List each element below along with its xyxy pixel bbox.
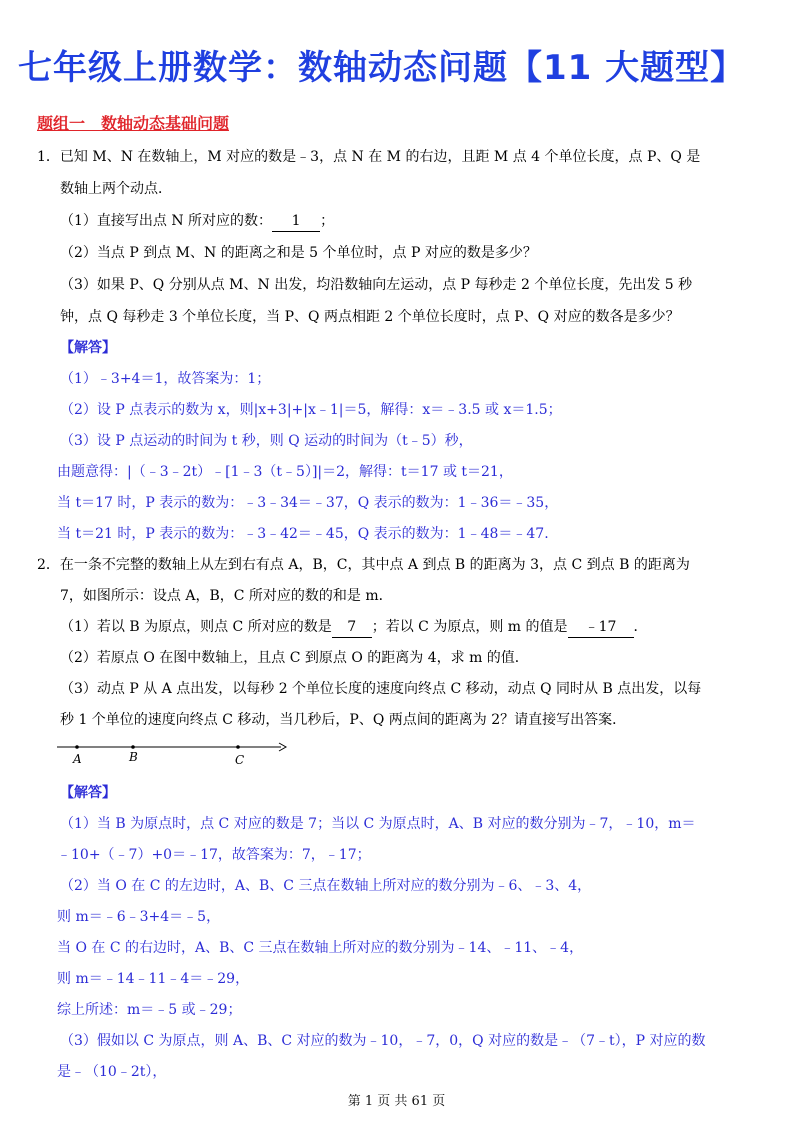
q1-part-1-text: （1）直接写出点 N 所对应的数：	[60, 213, 273, 229]
q1-answer-line-4: 由题意得：|（﹣3﹣2t）﹣[1﹣3（t﹣5）]|＝2，解得：t＝17 或 t＝21，	[57, 464, 513, 480]
q2-answer-line-1: （1）当 B 为原点时，点 C 对应的数是 7；当以 C 为原点时，A、B 对应的数分别为﹣7，﹣10，m＝	[60, 816, 696, 832]
q2-answer-line-3: （2）当 O 在 C 的左边时，A、B、C 三点在数轴上所对应的数分别为﹣6、﹣3、4，	[60, 878, 592, 894]
q2-answer-line-4: 则 m＝﹣6﹣3+4＝﹣5，	[57, 909, 221, 925]
q2-part-3-line-2: 秒 1 个单位的速度向终点 C 移动，当几秒后，P、Q 两点间的距离为 2？请直接写出答案．	[60, 712, 627, 728]
q2-part-1-answer-1: 7	[332, 617, 372, 638]
q1-answer-label: 【解答】	[60, 340, 116, 356]
q1-answer-line-5: 当 t＝17 时，P 表示的数为：﹣3﹣34＝﹣37，Q 表示的数为：1﹣36＝﹣35，	[57, 495, 559, 511]
point-a-label: A	[73, 752, 82, 766]
q2-part-1-end: ．	[633, 619, 648, 635]
q2-part-3-line-1: （3）动点 P 从 A 点出发，以每秒 2 个单位长度的速度向终点 C 移动，动点 Q 同时从 B 点出发，以每	[60, 681, 702, 697]
point-a-dot	[75, 745, 79, 749]
point-b-dot	[131, 745, 135, 749]
q1-stem-line-1: 1．已知 M、N 在数轴上，M 对应的数是﹣3，点 N 在 M 的右边，且距 M 点 4 个单位长度，点 P、Q 是	[37, 149, 701, 165]
q1-part-1-end: ；	[320, 213, 335, 229]
q2-part-1-text: （1）若以 B 为原点，则点 C 所对应的数是	[60, 619, 332, 635]
q1-answer-line-3: （3）设 P 点运动的时间为 t 秒，则 Q 运动的时间为（t﹣5）秒，	[60, 433, 473, 449]
q2-answer-line-7: 综上所述：m＝﹣5 或﹣29；	[57, 1002, 242, 1018]
point-c-dot	[236, 745, 240, 749]
q2-answer-line-8: （3）假如以 C 为原点，则 A、B、C 对应的数为﹣10，﹣7，0，Q 对应的数是﹣（7﹣t），P 对应的数	[60, 1033, 706, 1049]
q2-stem-line-2: 7，如图所示：设点 A，B，C 所对应的数的和是 m．	[60, 588, 393, 604]
q2-answer-line-9: 是﹣（10﹣2t），	[57, 1064, 167, 1080]
q1-stem-line-2: 数轴上两个动点．	[60, 181, 172, 197]
q2-part-2: （2）若原点 O 在图中数轴上，且点 C 到原点 O 的距离为 4，求 m 的值．	[60, 650, 529, 666]
page-footer: 第 1 页 共 61 页	[347, 1094, 446, 1109]
section-heading: 题组一 数轴动态基础问题	[37, 114, 230, 133]
point-b-label: B	[129, 750, 138, 764]
page-title: 七年级上册数学：数轴动态问题【11 大题型】	[18, 48, 746, 88]
number-line-figure	[55, 738, 295, 772]
q2-part-1-answer-2: ﹣17	[568, 617, 634, 638]
q1-answer-line-2: （2）设 P 点表示的数为 x，则|x+3|+|x﹣1|＝5，解得：x＝﹣3.5 或 x＝1.5；	[60, 402, 562, 418]
q1-part-2: （2）当点 P 到点 M、N 的距离之和是 5 个单位时，点 P 对应的数是多少？	[60, 245, 537, 261]
point-c-label: C	[235, 753, 245, 767]
q1-part-1	[60, 211, 334, 232]
q1-part-3-line-2: 钟，点 Q 每秒走 3 个单位长度，当 P、Q 两点相距 2 个单位长度时，点 P、Q 对应的数各是多少？	[60, 309, 680, 325]
q1-part-1-answer: 1	[272, 211, 320, 232]
q1-answer-line-1: （1）﹣3+4＝1，故答案为：1；	[60, 371, 271, 387]
q2-answer-line-2: ﹣10+（﹣7）+0＝﹣17，故答案为：7，﹣17；	[57, 847, 371, 863]
q2-answer-label: 【解答】	[60, 785, 116, 801]
q2-part-1-mid: ；若以 C 为原点，则 m 的值是	[371, 619, 568, 635]
q1-part-3-line-1: （3）如果 P、Q 分别从点 M、N 出发，均沿数轴向左运动，点 P 每秒走 2 个单位长度，先出发 5 秒	[60, 277, 693, 293]
q2-part-1	[60, 617, 648, 638]
q2-answer-line-5: 当 O 在 C 的右边时，A、B、C 三点在数轴上所对应的数分别为﹣14、﹣11、﹣4，	[57, 940, 584, 956]
q1-answer-line-6: 当 t＝21 时，P 表示的数为：﹣3﹣42＝﹣45，Q 表示的数为：1﹣48＝﹣47.	[57, 526, 549, 542]
q2-stem-line-1: 2．在一条不完整的数轴上从左到右有点 A，B，C，其中点 A 到点 B 的距离为 3，点 C 到点 B 的距离为	[37, 557, 690, 573]
q2-answer-line-6: 则 m＝﹣14﹣11﹣4＝﹣29，	[57, 971, 250, 987]
